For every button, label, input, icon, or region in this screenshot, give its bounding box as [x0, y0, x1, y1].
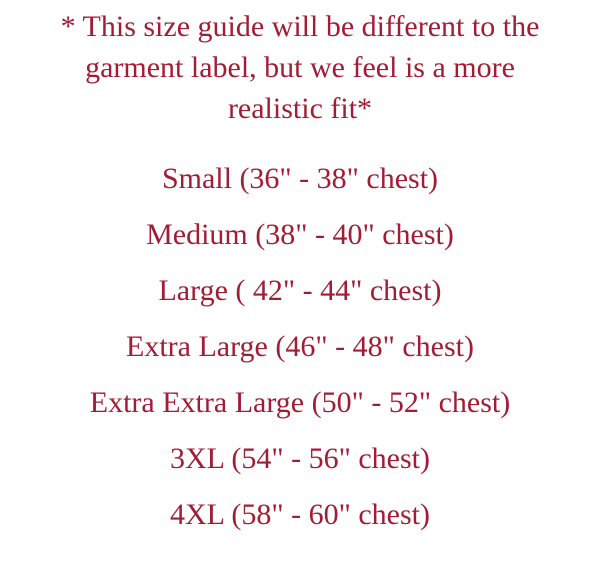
size-row-extra-extra-large: Extra Extra Large (50" - 52" chest)	[89, 386, 511, 419]
size-list	[0, 151, 600, 543]
disclaimer-line-3: realistic fit*	[227, 92, 373, 125]
size-row-medium: Medium (38" - 40" chest)	[146, 218, 454, 251]
size-row-small: Small (36" - 38" chest)	[161, 162, 439, 195]
size-row-large: Large ( 42" - 44" chest)	[158, 274, 442, 307]
size-row-extra-large: Extra Large (46" - 48" chest)	[126, 330, 474, 363]
disclaimer-line-1: * This size guide will be different to the	[60, 10, 540, 43]
size-row-4xl: 4XL (58" - 60" chest)	[170, 498, 430, 531]
size-row-3xl: 3XL (54" - 56" chest)	[170, 442, 430, 475]
disclaimer-line-2: garment label, but we feel is a more	[85, 51, 515, 84]
size-guide-disclaimer	[0, 0, 600, 129]
